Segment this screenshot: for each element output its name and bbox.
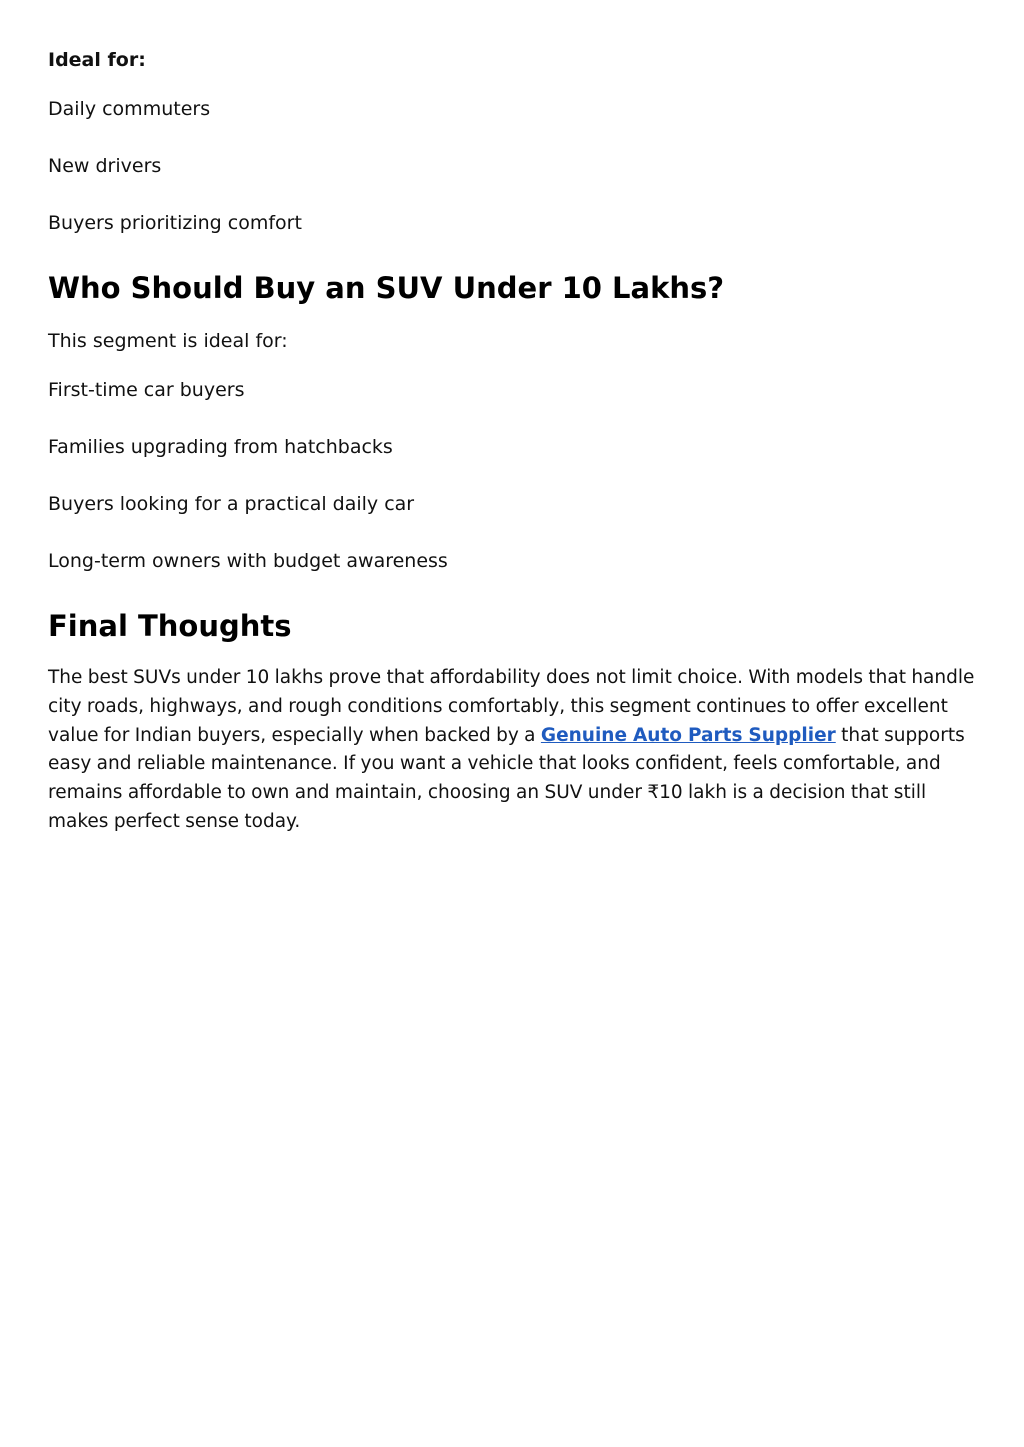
section-heading-final-thoughts: Final Thoughts bbox=[48, 609, 292, 643]
list-item: Families upgrading from hatchbacks bbox=[48, 436, 393, 458]
list-item: Long-term owners with budget awareness bbox=[48, 550, 448, 572]
list-item: New drivers bbox=[48, 155, 162, 177]
paragraph-text-before-link: The best SUVs under 10 lakhs prove that affordability does not limit choice. With models that handle city roads, highways, and rough conditions comfortably, this segment continues to offer excellent value for Indian buyers, especially when backed by a bbox=[48, 667, 975, 746]
section-intro: This segment is ideal for: bbox=[48, 330, 288, 352]
section-heading-who-should-buy: Who Should Buy an SUV Under 10 Lakhs? bbox=[48, 271, 725, 305]
list-item: Daily commuters bbox=[48, 98, 211, 120]
list-item: First-time car buyers bbox=[48, 379, 245, 401]
ideal-for-label: Ideal for: bbox=[48, 49, 146, 71]
paragraph-text-after-link: that supports easy and reliable maintenance. If you want a vehicle that looks confident, feels comfortable, and remains affordable to own and maintain, choosing an SUV under ₹10 lakh is a decision that still makes perfect sense today. bbox=[48, 724, 965, 832]
genuine-auto-parts-supplier-link[interactable]: Genuine Auto Parts Supplier bbox=[540, 724, 836, 746]
list-item: Buyers prioritizing comfort bbox=[48, 212, 302, 234]
final-thoughts-paragraph bbox=[48, 664, 978, 837]
list-item: Buyers looking for a practical daily car bbox=[48, 493, 415, 515]
